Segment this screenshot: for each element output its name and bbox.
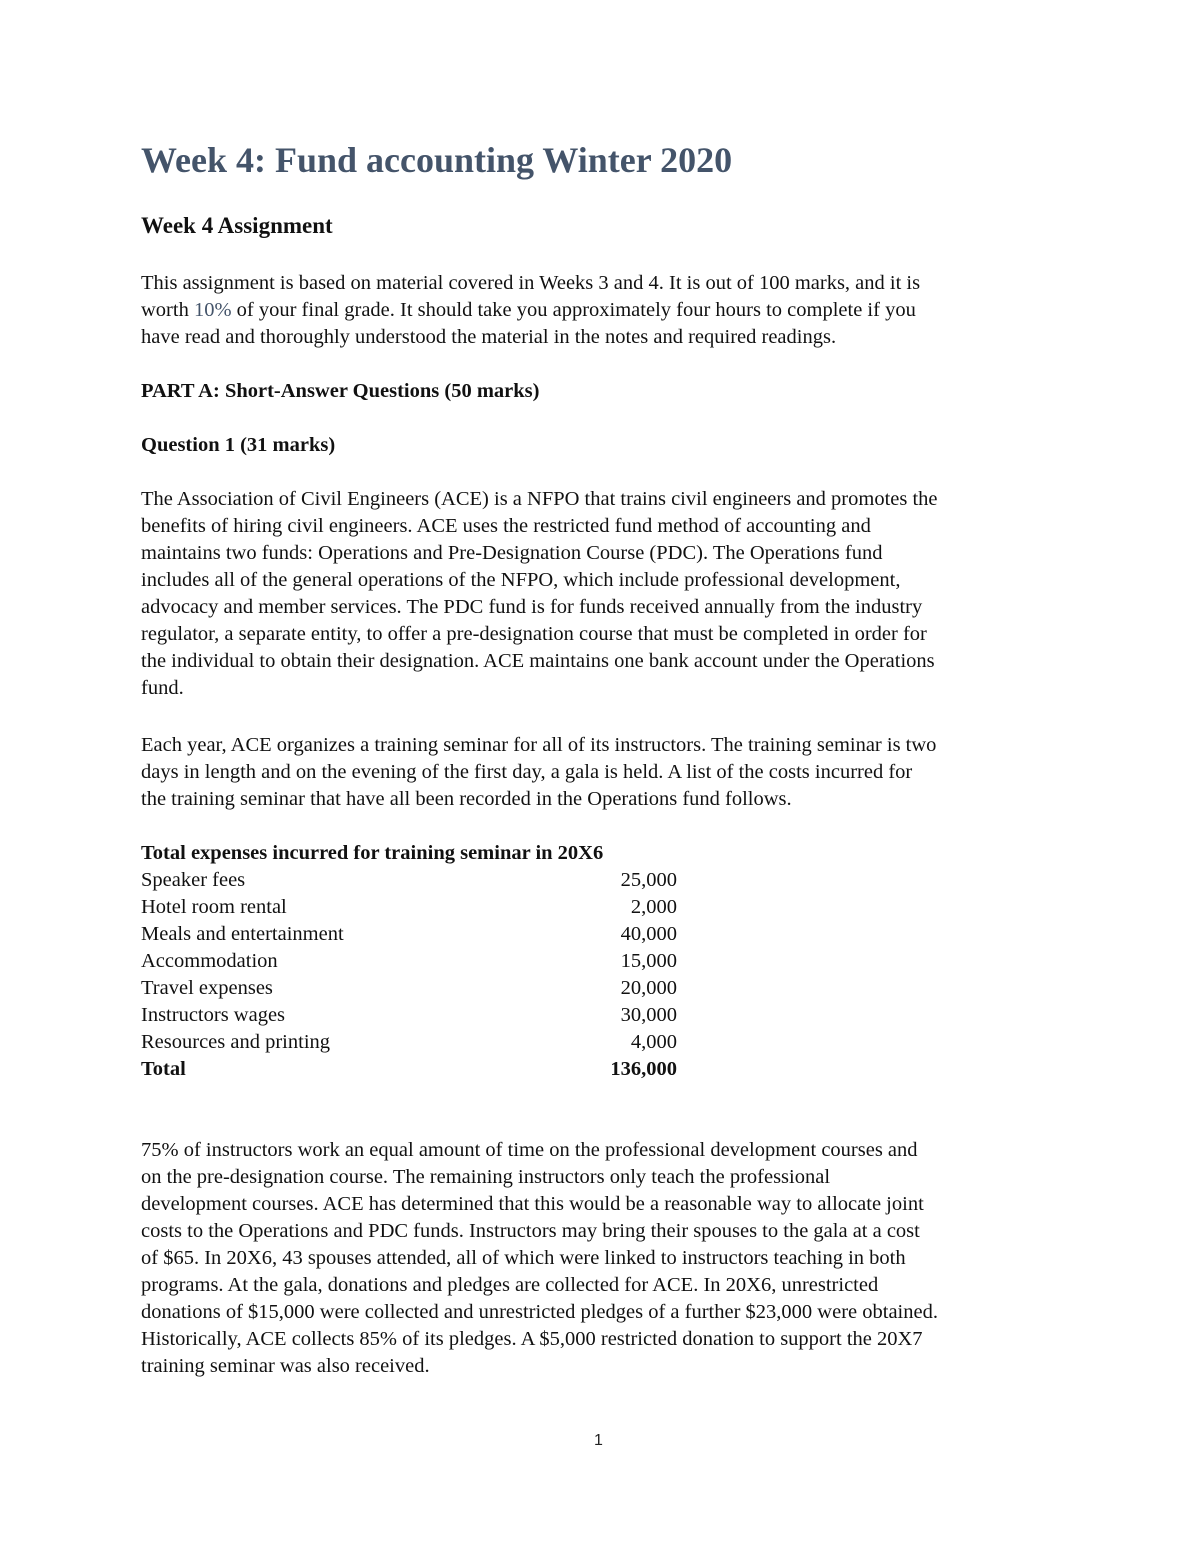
expense-label: Speaker fees bbox=[141, 869, 246, 891]
expense-amount: 25,000 bbox=[620, 869, 677, 891]
paragraph-line: fund. bbox=[141, 677, 184, 699]
paragraph-line: Historically, ACE collects 85% of its pledges. A $5,000 restricted donation to support the 20X7 bbox=[141, 1328, 923, 1350]
assignment-subtitle: Week 4 Assignment bbox=[141, 213, 333, 238]
paragraph-line: benefits of hiring civil engineers. ACE uses the restricted fund method of accounting and bbox=[141, 515, 871, 537]
table-row bbox=[141, 1002, 677, 1029]
expense-amount: 15,000 bbox=[620, 950, 677, 972]
expense-amount: 30,000 bbox=[620, 1004, 677, 1026]
paragraph-line: The Association of Civil Engineers (ACE) is a NFPO that trains civil engineers and promotes the bbox=[141, 488, 938, 510]
grade-weight-highlight: 10% bbox=[193, 299, 232, 321]
paragraph-line: regulator, a separate entity, to offer a pre-designation course that must be completed in order for bbox=[141, 623, 927, 645]
paragraph-line: Each year, ACE organizes a training seminar for all of its instructors. The training seminar is two bbox=[141, 734, 937, 756]
expense-label: Accommodation bbox=[141, 950, 278, 972]
table-row bbox=[141, 1029, 677, 1056]
expense-amount: 20,000 bbox=[620, 977, 677, 999]
expense-label: Hotel room rental bbox=[141, 896, 287, 918]
paragraph-line: of $65. In 20X6, 43 spouses attended, all of which were linked to instructors teaching in both bbox=[141, 1247, 906, 1269]
intro-paragraph bbox=[141, 270, 1071, 351]
total-row bbox=[141, 1056, 677, 1083]
total-amount: 136,000 bbox=[610, 1058, 677, 1080]
paragraph-line: advocacy and member services. The PDC fund is for funds received annually from the industry bbox=[141, 596, 923, 618]
document-title: Week 4: Fund accounting Winter 2020 bbox=[141, 140, 733, 180]
expense-amount: 2,000 bbox=[630, 896, 677, 918]
ace-description-paragraph bbox=[141, 486, 1071, 702]
instructors-allocation-paragraph bbox=[141, 1137, 1071, 1380]
paragraph-line: training seminar was also received. bbox=[141, 1355, 430, 1377]
question-1-heading: Question 1 (31 marks) bbox=[141, 434, 336, 456]
intro-line: have read and thoroughly understood the material in the notes and required readings. bbox=[141, 326, 837, 348]
part-a-heading: PART A: Short-Answer Questions (50 marks) bbox=[141, 380, 540, 402]
paragraph-line: on the pre-designation course. The remaining instructors only teach the professional bbox=[141, 1166, 831, 1188]
expense-table bbox=[141, 840, 677, 1083]
table-row bbox=[141, 894, 677, 921]
table-row bbox=[141, 921, 677, 948]
paragraph-line: the individual to obtain their designation. ACE maintains one bank account under the Operations bbox=[141, 650, 935, 672]
table-row bbox=[141, 867, 677, 894]
paragraph-line: days in length and on the evening of the first day, a gala is held. A list of the costs incurred for bbox=[141, 761, 913, 783]
paragraph-line: costs to the Operations and PDC funds. Instructors may bring their spouses to the gala at a cost bbox=[141, 1220, 920, 1242]
intro-line bbox=[141, 297, 1071, 324]
expense-amount: 4,000 bbox=[630, 1031, 677, 1053]
table-row bbox=[141, 975, 677, 1002]
expense-amount: 40,000 bbox=[620, 923, 677, 945]
table-row bbox=[141, 948, 677, 975]
expense-label: Meals and entertainment bbox=[141, 923, 344, 945]
expense-label: Travel expenses bbox=[141, 977, 273, 999]
expense-table-heading-row bbox=[141, 840, 677, 867]
intro-text: worth bbox=[141, 299, 194, 321]
paragraph-line: programs. At the gala, donations and pledges are collected for ACE. In 20X6, unrestricted bbox=[141, 1274, 879, 1296]
paragraph-line: includes all of the general operations of the NFPO, which include professional development, bbox=[141, 569, 901, 591]
paragraph-line: the training seminar that have all been recorded in the Operations fund follows. bbox=[141, 788, 792, 810]
expense-label: Instructors wages bbox=[141, 1004, 286, 1026]
paragraph-line: donations of $15,000 were collected and unrestricted pledges of a further $23,000 were obtained. bbox=[141, 1301, 938, 1323]
page-number: 1 bbox=[594, 1432, 603, 1449]
expense-table-heading: Total expenses incurred for training seminar in 20X6 bbox=[141, 842, 604, 864]
intro-text: of your final grade. It should take you approximately four hours to complete if you bbox=[231, 299, 916, 321]
training-seminar-paragraph bbox=[141, 732, 1071, 813]
total-label: Total bbox=[141, 1058, 186, 1080]
paragraph-line: 75% of instructors work an equal amount of time on the professional development courses and bbox=[141, 1139, 918, 1161]
intro-line: This assignment is based on material covered in Weeks 3 and 4. It is out of 100 marks, and it is bbox=[141, 272, 921, 294]
paragraph-line: development courses. ACE has determined that this would be a reasonable way to allocate joint bbox=[141, 1193, 924, 1215]
expense-label: Resources and printing bbox=[141, 1031, 331, 1053]
paragraph-line: maintains two funds: Operations and Pre-Designation Course (PDC). The Operations fund bbox=[141, 542, 883, 564]
